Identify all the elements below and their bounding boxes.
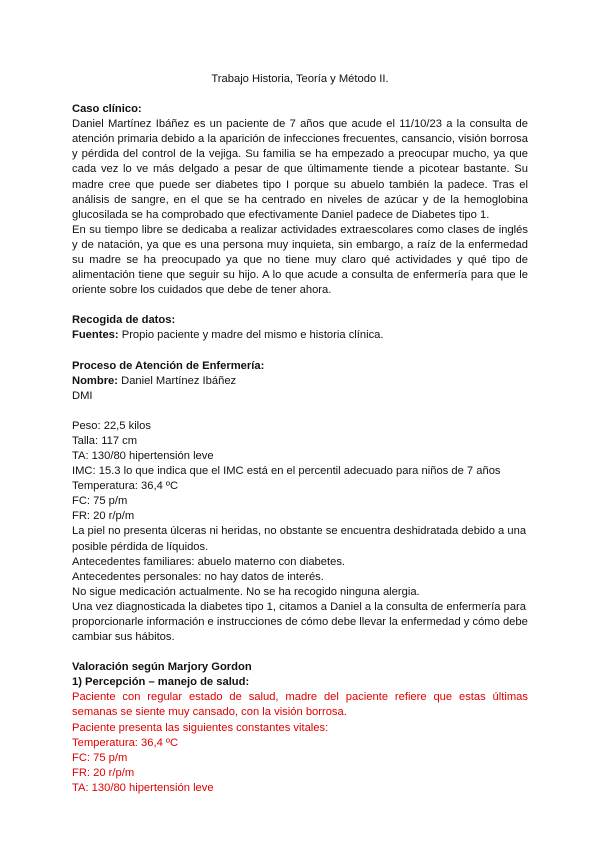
gordon-pattern-1-heading: 1) Percepción – manejo de salud: (72, 676, 250, 689)
gordon-red-line-1: Paciente con regular estado de salud, madre del paciente refiere que estas últimas semanas se siente muy cansado, con la visión borrosa. (72, 691, 528, 719)
patient-name-value: Daniel Martínez Ibáñez (118, 374, 237, 387)
spacer (72, 404, 528, 419)
case-heading: Caso clínico: (72, 103, 142, 116)
personal-history: Antecedentes personales: no hay datos de interés. (72, 570, 324, 583)
spacer (72, 298, 528, 313)
gordon-red-line-6: TA: 130/80 hipertensión leve (72, 781, 214, 794)
gordon-red-line-5: FR: 20 r/p/m (72, 766, 135, 779)
gordon-red-line-2: Paciente presenta las siguientes constantes vitales: (72, 721, 329, 734)
family-history: Antecedentes familiares: abuelo materno con diabetes. (72, 555, 346, 568)
medication-allergy: No sigue medicación actualmente. No se ha recogido ninguna alergia. (72, 585, 420, 598)
vital-bmi: IMC: 15.3 lo que indica que el IMC está en el percentil adecuado para niños de 7 años (72, 465, 501, 478)
vital-blood-pressure: TA: 130/80 hipertensión leve (72, 449, 214, 462)
appointment-note: Una vez diagnosticada la diabetes tipo 1, citamos a Daniel a la consulta de enfermería para proporcionarle información e instrucciones de cómo debe llevar la enfermedad y cómo debe cambiar sus hábitos. (72, 600, 528, 644)
vital-height: Talla: 117 cm (72, 434, 138, 447)
patient-name-line (72, 374, 528, 389)
document-title: Trabajo Historia, Teoría y Método II. (211, 73, 389, 85)
case-paragraph-1: Daniel Martínez Ibáñez es un paciente de 7 años que acude el 11/10/23 a la consulta de atención primaria debido a la aparición de infecciones frecuentes, cansancio, visión borrosa y pérdida del control de la vejiga. Su familia se ha empezado a preocupar mucho, ya que cada vez lo ve más delgado a pesar de que últimamente tiende a picotear bastante. Su madre cree que puede ser diabetes tipo I porque su abuelo también la padece. Tras el análisis de sangre, en el que se ha centrado en niveles de azúcar y de la hemoglobina glucosilada se ha comprobado que efectivamente Daniel padece de Diabetes tipo 1. (72, 118, 528, 221)
nursing-process-heading: Proceso de Atención de Enfermería: (72, 359, 265, 372)
diagnosis-line: DMI (72, 389, 93, 402)
gordon-red-line-3: Temperatura: 36,4 ºC (72, 736, 179, 749)
vital-temperature: Temperatura: 36,4 ºC (72, 480, 179, 493)
spacer (72, 344, 528, 359)
gordon-red-line-4: FC: 75 p/m (72, 751, 128, 764)
spacer (72, 645, 528, 660)
vital-respiratory-rate: FR: 20 r/p/m (72, 510, 135, 523)
vital-heart-rate: FC: 75 p/m (72, 495, 128, 508)
sources-label: Fuentes: (72, 329, 119, 342)
sources-value: Propio paciente y madre del mismo e historia clínica. (118, 329, 384, 342)
data-collection-heading: Recogida de datos: (72, 314, 176, 327)
gordon-heading: Valoración según Marjory Gordon (72, 661, 252, 674)
sources-line (72, 328, 528, 343)
case-paragraph-2: En su tiempo libre se dedicaba a realizar actividades extraescolares como clases de inglés y de natación, ya que es una persona muy inquieta, sin embargo, a raíz de la enfermedad su madre se ha preocupado ya que no tiene muy claro qué actividades y qué tipo de alimentación tiene que seguir su hijo. A lo que acude a consulta de enfermería para que le oriente sobre los cuidados que debe de tener ahora. (72, 223, 528, 297)
skin-note: La piel no presenta úlceras ni heridas, no obstante se encuentra deshidratada debido a una posible pérdida de líquidos. (72, 525, 527, 553)
patient-name-label: Nombre: (72, 374, 118, 387)
vital-weight: Peso: 22,5 kilos (72, 419, 151, 432)
